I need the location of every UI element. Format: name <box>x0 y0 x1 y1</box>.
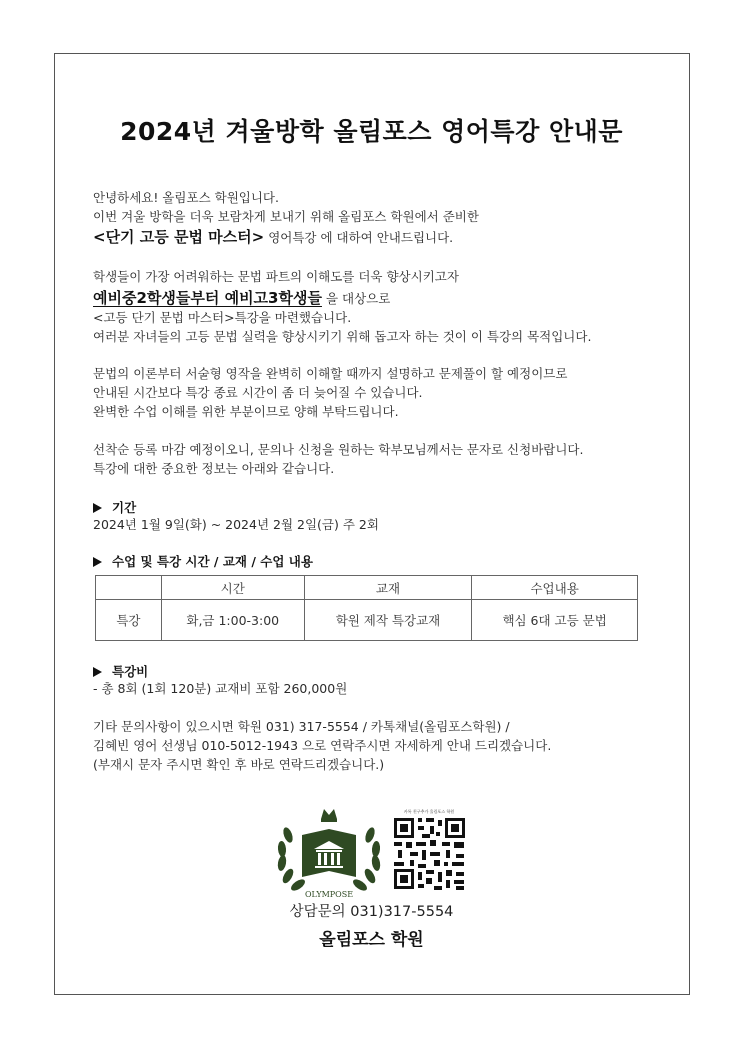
period-heading: 기간 <box>93 498 136 516</box>
intro-line-2: 이번 겨울 방학을 더욱 보람차게 보내기 위해 올림포스 학원에서 준비한 <box>93 209 479 224</box>
table-header-cell <box>96 576 162 600</box>
schedule-heading: 수업 및 특강 시간 / 교재 / 수업 내용 <box>93 552 313 570</box>
purpose-line-2 <box>93 289 390 308</box>
triangle-bullet-icon <box>93 503 102 513</box>
register-line-1: 선착순 등록 마감 예정이오니, 문의나 신청을 원하는 학부모님께서는 문자로 신청바랍니다. <box>93 442 584 457</box>
table-row <box>96 600 638 641</box>
qr-code[interactable] <box>389 808 469 894</box>
table-cell: 학원 제작 특강교재 <box>304 600 472 641</box>
table-header-cell: 시간 <box>161 576 304 600</box>
fee-heading: 특강비 <box>93 662 148 680</box>
intro-line-1: 안녕하세요! 올림포스 학원입니다. <box>93 190 279 205</box>
target-students: 예비중2학생들부터 예비고3학생들 <box>93 289 322 307</box>
table-header-row <box>96 576 638 600</box>
purpose-line-1: 학생들이 가장 어려워하는 문법 파트의 이해도를 더욱 향상시키고자 <box>93 269 459 284</box>
schedule-table <box>95 575 638 641</box>
olympose-logo <box>274 805 384 905</box>
contact-line-2: 김혜빈 영어 선생님 010-5012-1943 으로 연락주시면 자세하게 안내 드리겠습니다. <box>93 738 552 753</box>
contact-line-1: 기타 문의사항이 있으시면 학원 031) 317-5554 / 카톡채널(올림포스학원) / <box>93 719 510 734</box>
method-line-3: 완벽한 수업 이해를 위한 부분이므로 양해 부탁드립니다. <box>93 404 399 419</box>
course-name: <단기 고등 문법 마스터> <box>93 228 265 246</box>
intro-line-3 <box>93 228 453 247</box>
method-line-2: 안내된 시간보다 특강 종료 시간이 좀 더 늦어질 수 있습니다. <box>93 385 423 400</box>
consult-phone: 상담문의 031)317-5554 <box>289 904 454 920</box>
triangle-bullet-icon <box>93 667 102 677</box>
purpose-line-4: 여러분 자녀들의 고등 문법 실력을 향상시키기 위해 돕고자 하는 것이 이 특강의 목적입니다. <box>93 329 592 344</box>
table-cell: 화,금 1:00-3:00 <box>161 600 304 641</box>
intro-line-3-rest: 영어특강 에 대하여 안내드립니다. <box>264 230 454 245</box>
table-cell: 핵심 6대 고등 문법 <box>472 600 638 641</box>
method-line-1: 문법의 이론부터 서술형 영작을 완벽히 이해할 때까지 설명하고 문제풀이 할 예정이므로 <box>93 366 568 381</box>
contact-line-3: (부재시 문자 주시면 확인 후 바로 연락드리겠습니다.) <box>93 757 385 772</box>
page-title: 2024년 겨울방학 올림포스 영어특강 안내문 <box>120 117 623 146</box>
period-text: 2024년 1월 9일(화) ~ 2024년 2월 2일(금) 주 2회 <box>93 517 379 532</box>
purpose-line-3: <고등 단기 문법 마스터>특강을 마련했습니다. <box>93 310 352 325</box>
qr-caption: 카톡 친구추가 올림포스 학원 <box>403 809 455 814</box>
table-header-cell: 수업내용 <box>472 576 638 600</box>
fee-text: - 총 8회 (1회 120분) 교재비 포함 260,000원 <box>93 681 348 696</box>
register-line-2: 특강에 대한 중요한 정보는 아래와 같습니다. <box>93 461 335 476</box>
logo-text: OLYMPOSE <box>304 890 354 899</box>
table-cell: 특강 <box>96 600 162 641</box>
table-header-cell: 교재 <box>304 576 472 600</box>
triangle-bullet-icon <box>93 557 102 567</box>
purpose-line-2-rest: 을 대상으로 <box>321 291 391 306</box>
academy-name: 올림포스 학원 <box>319 930 424 950</box>
